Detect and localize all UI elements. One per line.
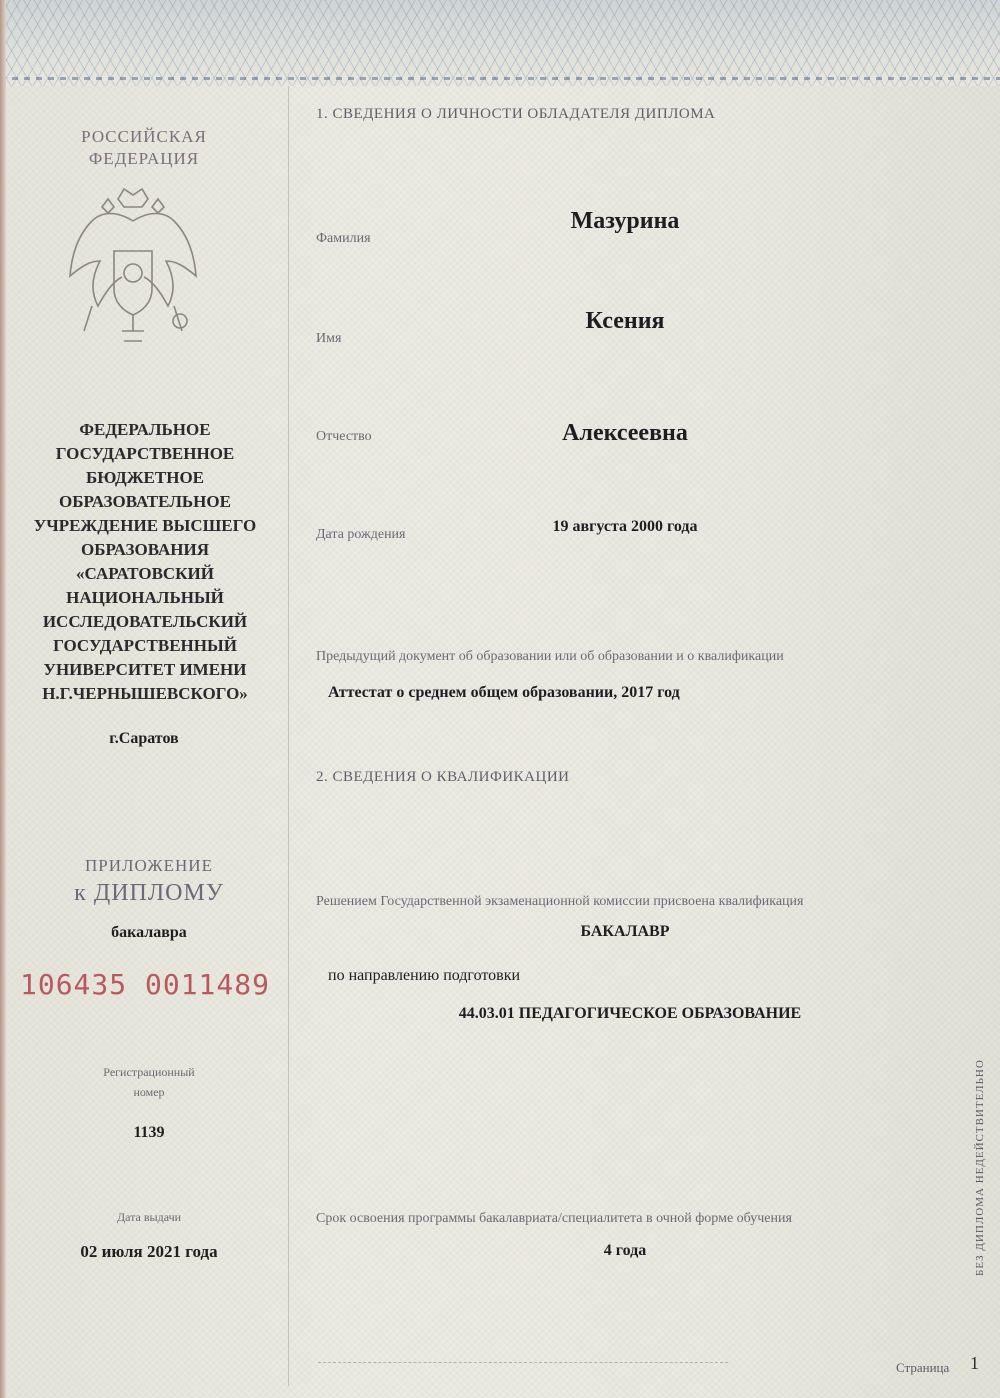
- registration-number: 1139: [133, 1124, 165, 1141]
- university-line: Н.Г.ЧЕРНЫШЕВСКОГО»: [42, 684, 248, 703]
- previous-document-label: Предыдущий документ об образовании или об образовании и о квалификации: [316, 649, 784, 664]
- university-line: НАЦИОНАЛЬНЫЙ: [66, 588, 224, 607]
- column-divider: [288, 86, 289, 1386]
- university-line: ФЕДЕРАЛЬНОЕ: [79, 420, 211, 439]
- study-term-label: Срок освоения программы бакалавриата/специалитета в очной форме обучения: [316, 1211, 792, 1226]
- registration-label-line: номер: [133, 1085, 165, 1099]
- university-line: ГОСУДАРСТВЕННОЕ: [55, 444, 235, 463]
- birth-date-value: 19 августа 2000 года: [552, 518, 698, 535]
- previous-document-value: Аттестат о среднем общем образовании, 2017 год: [328, 684, 680, 701]
- university-line: «САРАТОВСКИЙ: [76, 564, 214, 583]
- ornamental-top-border: [0, 0, 1000, 86]
- appendix-title-line1: ПРИЛОЖЕНИЕ: [85, 856, 213, 875]
- university-line: БЮДЖЕТНОЕ: [85, 468, 205, 487]
- vertical-validity-note: БЕЗ ДИПЛОМА НЕДЕЙСТВИТЕЛЬНО: [974, 1059, 986, 1276]
- qualification-decision-label: Решением Государственной экзаменационной комиссии присвоена квалификация: [316, 894, 804, 909]
- qualification-value: БАКАЛАВР: [580, 923, 670, 940]
- patronymic-label: Отчество: [316, 429, 372, 444]
- direction-label: по направлению подготовки: [328, 967, 521, 984]
- university-line: УЧРЕЖДЕНИЕ ВЫСШЕГО: [33, 516, 257, 535]
- appendix-title-line2: к ДИПЛОМУ: [74, 880, 224, 906]
- surname-label: Фамилия: [316, 231, 371, 246]
- university-line: ОБРАЗОВАТЕЛЬНОЕ: [59, 492, 231, 511]
- university-name: [20, 418, 270, 706]
- university-line: ИССЛЕДОВАТЕЛЬСКИЙ: [42, 612, 248, 631]
- registration-label-line: Регистрационный: [103, 1065, 195, 1079]
- birth-date-label: Дата рождения: [316, 527, 406, 542]
- coat-of-arms-icon: [62, 181, 204, 351]
- university-line: УНИВЕРСИТЕТ ИМЕНИ: [43, 660, 247, 679]
- page-number: 1: [970, 1353, 979, 1373]
- issue-date: 02 июля 2021 года: [80, 1242, 218, 1261]
- country-line-2: ФЕДЕРАЦИЯ: [88, 149, 200, 168]
- section-1-title: 1. СВЕДЕНИЯ О ЛИЧНОСТИ ОБЛАДАТЕЛЯ ДИПЛОМА: [316, 106, 716, 122]
- country-line-1: РОССИЙСКАЯ: [81, 127, 207, 146]
- study-term-value: 4 года: [603, 1242, 647, 1259]
- direction-value: 44.03.01 ПЕДАГОГИЧЕСКОЕ ОБРАЗОВАНИЕ: [458, 1005, 802, 1022]
- registration-label: [0, 1062, 298, 1102]
- page-label: Страница: [896, 1360, 950, 1375]
- left-column: [0, 86, 288, 1386]
- degree-type: бакалавра: [111, 924, 187, 941]
- university-line: ОБРАЗОВАНИЯ: [81, 540, 209, 559]
- footer-divider: [318, 1362, 728, 1363]
- section-2-title: 2. СВЕДЕНИЯ О КВАЛИФИКАЦИИ: [316, 769, 570, 785]
- surname-value: Мазурина: [570, 208, 680, 234]
- name-value: Ксения: [585, 308, 665, 334]
- serial-number: 106435 0011489: [19, 968, 270, 1001]
- name-label: Имя: [316, 331, 342, 346]
- patronymic-value: Алексеевна: [562, 420, 688, 446]
- university-line: ГОСУДАРСТВЕННЫЙ: [53, 636, 237, 655]
- issue-date-label: Дата выдачи: [116, 1210, 182, 1224]
- country-name: [0, 126, 288, 170]
- city: г.Саратов: [109, 730, 179, 747]
